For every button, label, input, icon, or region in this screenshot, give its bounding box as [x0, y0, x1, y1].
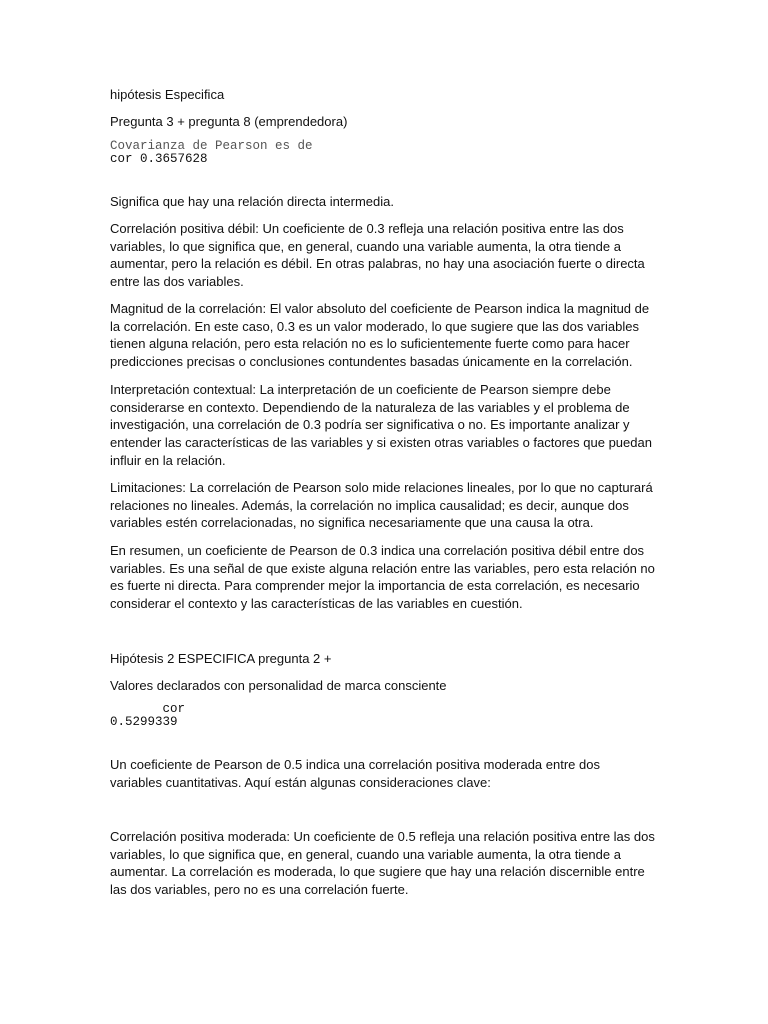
section1-paragraph-4: Interpretación contextual: La interpretación de un coeficiente de Pearson siempre debe considerarse en contexto. Dependiendo de la naturaleza de las variables y el problema de investigación, una correlación de 0.3 podría ser significativa o no. Es importante analizar y entender las características de las variables y si existen otras variables o factores que puedan influir en la relación. [110, 382, 652, 468]
section1-question: Pregunta 3 + pregunta 8 (emprendedora) [110, 114, 348, 129]
section2-paragraph-2: Correlación positiva moderada: Un coeficiente de 0.5 refleja una relación positiva entre las dos variables, lo que significa que, en general, cuando una variable aumenta, la otra tiende a aumentar. La correlación es moderada, lo que sugiere que hay una relación discernible entre las dos variables, pero no es una correlación fuerte. [110, 829, 655, 898]
section1-paragraph-3: Magnitud de la correlación: El valor absoluto del coeficiente de Pearson indica la magnitud de la correlación. En este caso, 0.3 es un valor moderado, lo que sugiere que las dos variables tienen alguna relación, pero esta relación no es lo suficientemente fuerte como para hacer predicciones precisas o conclusiones contundentes basadas únicamente en la correlación. [110, 301, 650, 370]
section2-code-output [110, 703, 185, 729]
code-line-cor-value-2: 0.5299339 [110, 715, 178, 729]
section1-paragraph-5: Limitaciones: La correlación de Pearson solo mide relaciones lineales, por lo que no capturará relaciones no lineales. Además, la correlación no implica causalidad; es decir, aunque dos variables estén correlacionadas, no significa necesariamente que una causa la otra. [110, 480, 653, 531]
code-line-cor-value: cor 0.3657628 [110, 152, 208, 166]
section1-heading: hipótesis Especifica [110, 87, 225, 102]
section1-paragraph-1: Significa que hay una relación directa intermedia. [110, 194, 395, 209]
section2-question: Valores declarados con personalidad de marca consciente [110, 678, 447, 693]
section1-paragraph-2: Correlación positiva débil: Un coeficiente de 0.3 refleja una relación positiva entre las dos variables, lo que significa que, en general, cuando una variable aumenta, la otra tiende a aumentar, pero la relación es débil. En otras palabras, no hay una asociación fuerte o directa entre las dos variables. [110, 221, 645, 290]
section1-code-output [110, 140, 313, 166]
code-line-covarianza: Covarianza de Pearson es de [110, 139, 313, 153]
section2-paragraph-1: Un coeficiente de Pearson de 0.5 indica una correlación positiva moderada entre dos variables cuantitativas. Aquí están algunas consideraciones clave: [110, 757, 600, 790]
code-line-cor-label: cor [110, 702, 186, 716]
section2-heading: Hipótesis 2 ESPECIFICA pregunta 2 + [110, 651, 332, 666]
section1-paragraph-6: En resumen, un coeficiente de Pearson de 0.3 indica una correlación positiva débil entre dos variables. Es una señal de que existe alguna relación entre las variables, pero esta relación no es fuerte ni directa. Para comprender mejor la importancia de esta correlación, es necesario considerar el contexto y las características de las variables en cuestión. [110, 543, 655, 612]
